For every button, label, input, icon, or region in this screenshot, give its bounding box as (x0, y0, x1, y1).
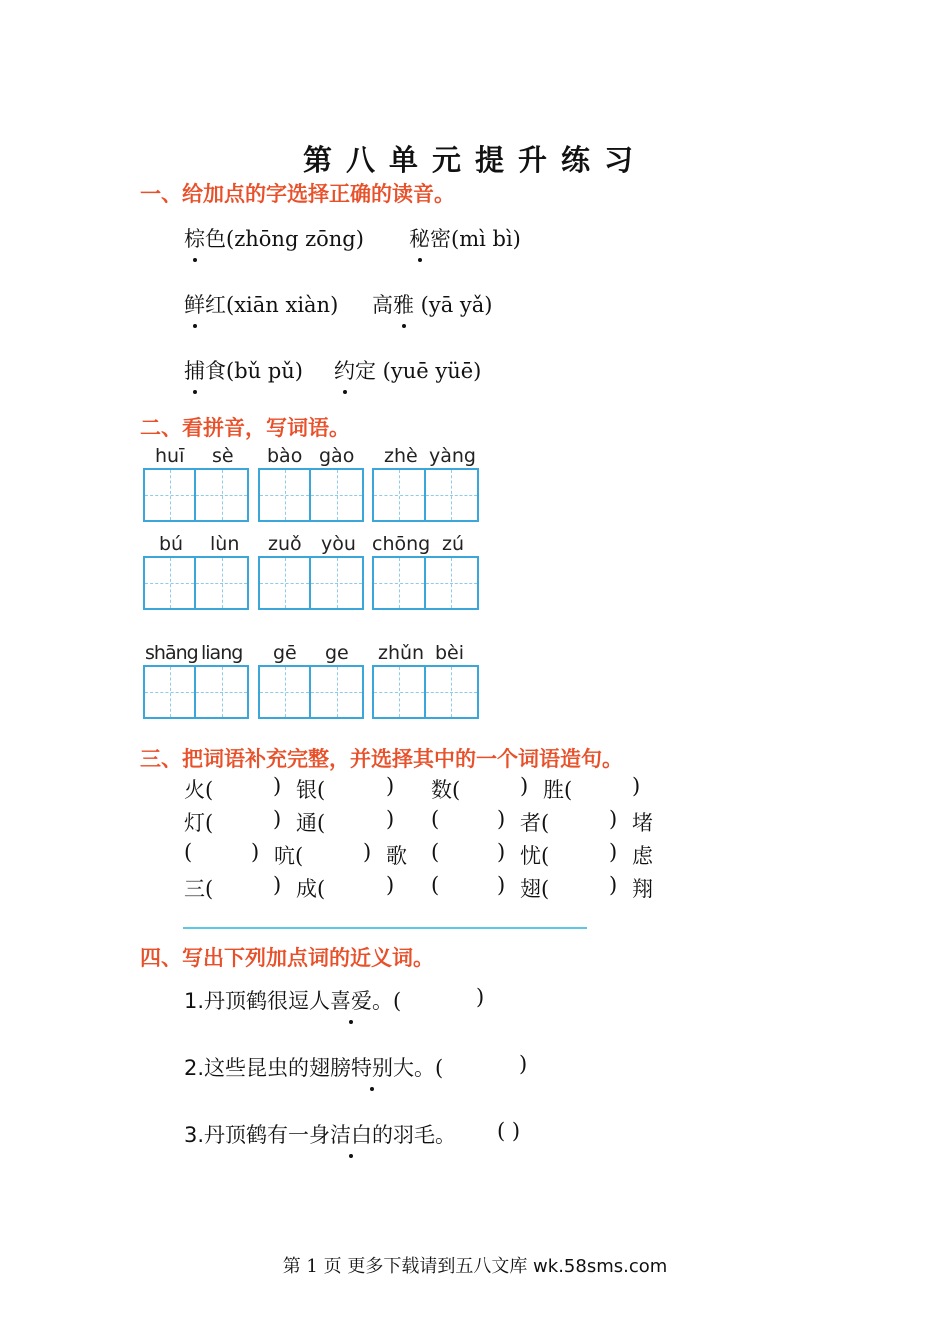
pinyin-label: yòu (321, 533, 356, 555)
fill-text: 忧( (520, 844, 550, 868)
fill-text: 通( (296, 811, 326, 835)
writing-box[interactable] (258, 556, 364, 610)
fill-text: 虑 (632, 844, 653, 868)
pinyin-label: zuǒ (268, 533, 302, 555)
synonym-question: 3.丹顶鹤有一身洁白的羽毛。 (184, 1119, 456, 1149)
writing-box[interactable] (258, 468, 364, 522)
pinyin-label: ge (325, 642, 349, 664)
synonym-question: 2.这些昆虫的翅膀特别大。( (184, 1052, 443, 1082)
writing-box[interactable] (372, 665, 479, 719)
page-title: 第八单元提升练习 (302, 143, 647, 177)
answer-line[interactable] (183, 927, 587, 929)
pinyin-label: bú (159, 533, 184, 555)
footer-site: wk.58sms.com (533, 1256, 668, 1277)
fill-text: 银( (296, 778, 326, 802)
pronunciation-item: 捕食(bǔ pǔ) (184, 355, 303, 385)
answer-paren-close: ) (476, 985, 485, 1009)
fill-text: ) (497, 840, 506, 864)
pinyin-label: zhè (384, 445, 418, 467)
pronunciation-item: 秘密(mì bì) (409, 223, 521, 253)
writing-box[interactable] (258, 665, 364, 719)
pinyin-label: liang (201, 642, 243, 664)
page-footer (0, 1252, 950, 1278)
fill-text: 翔 (632, 877, 653, 901)
section4-heading: 四、写出下列加点词的近义词。 (140, 946, 434, 970)
pinyin-label: huī (155, 445, 185, 467)
section3-heading: 三、把词语补充完整，并选择其中的一个词语造句。 (140, 747, 623, 771)
writing-box[interactable] (143, 556, 249, 610)
pronunciation-item: 棕色(zhōng zōng) (184, 223, 364, 253)
fill-text: 灯( (184, 811, 214, 835)
fill-text: ) (386, 774, 395, 798)
pinyin-label: shāng (145, 642, 198, 664)
fill-text: ) (386, 807, 395, 831)
pinyin-label: gào (319, 445, 355, 467)
pinyin-label: zhǔn (378, 642, 425, 664)
fill-text: ( (431, 840, 440, 864)
fill-text: ) (386, 873, 395, 897)
writing-box[interactable] (143, 665, 249, 719)
pinyin-label: sè (212, 445, 234, 467)
fill-text: ) (363, 840, 372, 864)
fill-text: ) (520, 774, 529, 798)
section1-heading: 一、给加点的字选择正确的读音。 (140, 182, 455, 206)
fill-text: ) (632, 774, 641, 798)
fill-text: ) (273, 774, 282, 798)
fill-text: 数( (431, 778, 461, 802)
fill-text: ) (609, 807, 618, 831)
fill-text: 胜( (543, 778, 573, 802)
fill-text: 成( (296, 877, 326, 901)
pronunciation-item: 高雅 (yā yǎ) (372, 289, 493, 319)
fill-text: 者( (520, 811, 550, 835)
fill-text: ) (251, 840, 260, 864)
fill-text: ) (497, 873, 506, 897)
writing-box[interactable] (143, 468, 249, 522)
pronunciation-item: 约定 (yuē yüē) (334, 355, 481, 385)
fill-text: ( (431, 807, 440, 831)
pinyin-label: lùn (210, 533, 240, 555)
fill-text: ) (273, 807, 282, 831)
writing-box[interactable] (372, 556, 479, 610)
pinyin-label: bào (267, 445, 303, 467)
fill-text: ( (184, 840, 193, 864)
section2-heading: 二、看拼音，写词语。 (140, 416, 350, 440)
fill-text: 吭( (274, 844, 304, 868)
fill-text: 三( (184, 877, 214, 901)
fill-text: ) (497, 807, 506, 831)
fill-text: 歌 (386, 844, 407, 868)
pronunciation-item: 鲜红(xiān xiàn) (184, 289, 338, 319)
fill-text: ) (609, 873, 618, 897)
pinyin-label: zú (442, 533, 465, 555)
fill-text: 火( (184, 778, 214, 802)
footer-text: 第 1 页 更多下载请到五八文库 (282, 1256, 534, 1277)
fill-text: ) (273, 873, 282, 897)
fill-text: ( (431, 873, 440, 897)
answer-paren-close: ) (519, 1052, 528, 1076)
writing-box[interactable] (372, 468, 479, 522)
pinyin-label: gē (273, 642, 297, 664)
pinyin-label: chōng (372, 533, 431, 555)
fill-text: 翅( (520, 877, 550, 901)
synonym-question: 1.丹顶鹤很逗人喜爱。( (184, 985, 401, 1015)
fill-text: ) (609, 840, 618, 864)
pinyin-label: yàng (429, 445, 476, 467)
fill-text: 堵 (632, 811, 653, 835)
pinyin-label: bèi (435, 642, 465, 664)
answer-paren: ( ) (497, 1119, 521, 1143)
